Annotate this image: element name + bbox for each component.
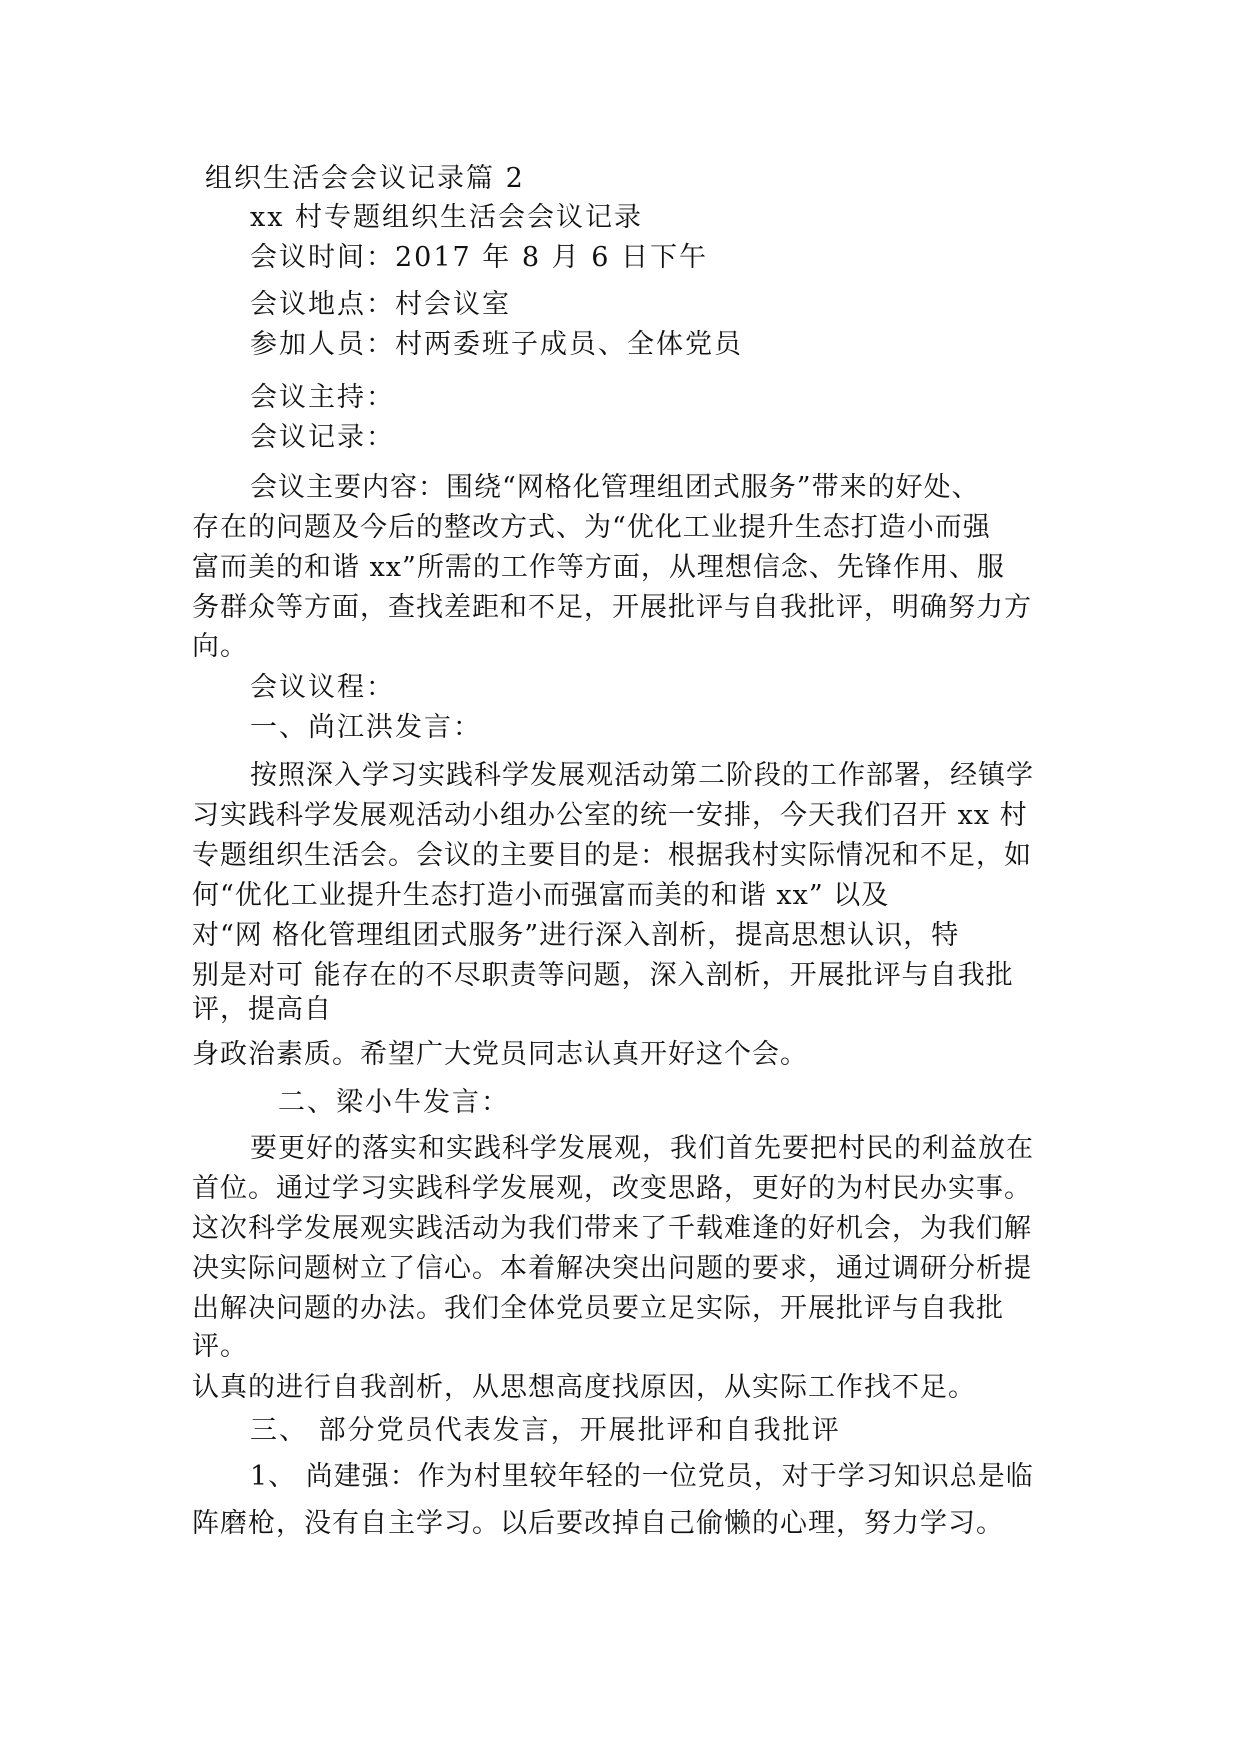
section1-line: 按照深入学习实践科学发展观活动第二阶段的工作部署，经镇学 [250,760,1034,791]
main-content-line: 会议主要内容：围绕“网格化管理组团式服务”带来的好处、 [250,472,980,503]
document-heading: 组织生活会会议记录篇 2 [205,163,525,194]
section1-line: 评，提高自 [192,994,332,1025]
main-content-line: 存在的问题及今后的整改方式、为“优化工业提升生态打造小而强 [192,512,991,543]
main-content-line: 富而美的和谐 xx”所需的工作等方面，从理想信念、先锋作用、服 [192,552,1005,583]
section3-title: 三、 部分党员代表发言，开展批评和自我批评 [250,1415,841,1446]
section2-line: 认真的进行自我剖析，从思想高度找原因，从实际工作找不足。 [192,1372,976,1403]
section2-line: 评。 [192,1331,248,1362]
section1-line: 对“网 格化管理组团式服务”进行深入剖析，提高思想认识，特 [192,920,960,951]
section1-line: 专题组织生活会。会议的主要目的是：根据我村实际情况和不足，如 [192,840,1032,871]
meeting-time: 会议时间：2017 年 8 月 6 日下午 [250,242,708,273]
section1-line: 身政治素质。希望广大党员同志认真开好这个会。 [192,1039,808,1070]
section1-line: 别是对可 能存在的不尽职责等问题，深入剖析，开展批评与自我批 [192,960,1014,991]
section2-title: 二、梁小牛发言： [278,1087,510,1118]
section2-line: 首位。通过学习实践科学发展观，改变思路，更好的为村民办实事。 [192,1173,1032,1204]
item1-line: 阵磨枪，没有自主学习。以后要改掉自己偷懒的心理，努力学习。 [192,1508,1004,1539]
section1-line: 何“优化工业提升生态打造小而强富而美的和谐 xx” 以及 [192,880,890,911]
agenda-label: 会议议程： [250,672,395,703]
meeting-attendees: 参加人员：村两委班子成员、全体党员 [250,329,743,360]
main-content-line: 向。 [192,631,248,662]
meeting-host: 会议主持： [250,382,395,413]
section2-line: 出解决问题的办法。我们全体党员要立足实际，开展批评与自我批 [192,1293,1004,1324]
section2-line: 这次科学发展观实践活动为我们带来了千载难逢的好机会，为我们解 [192,1213,1032,1244]
section1-title: 一、尚江洪发言： [250,712,482,743]
meeting-recorder: 会议记录： [250,422,395,453]
section1-line: 习实践科学发展观活动小组办公室的统一安排，今天我们召开 xx 村 [192,800,1028,831]
item1-line: 1、 尚建强：作为村里较年轻的一位党员，对于学习知识总是临 [250,1461,1034,1492]
document-subtitle: xx 村专题组织生活会会议记录 [250,202,644,233]
main-content-line: 务群众等方面，查找差距和不足，开展批评与自我批评，明确努力方 [192,592,1032,623]
meeting-place: 会议地点：村会议室 [250,289,511,320]
section2-line: 要更好的落实和实践科学发展观，我们首先要把村民的利益放在 [250,1133,1034,1164]
section2-line: 决实际问题树立了信心。本着解决突出问题的要求，通过调研分析提 [192,1253,1032,1284]
